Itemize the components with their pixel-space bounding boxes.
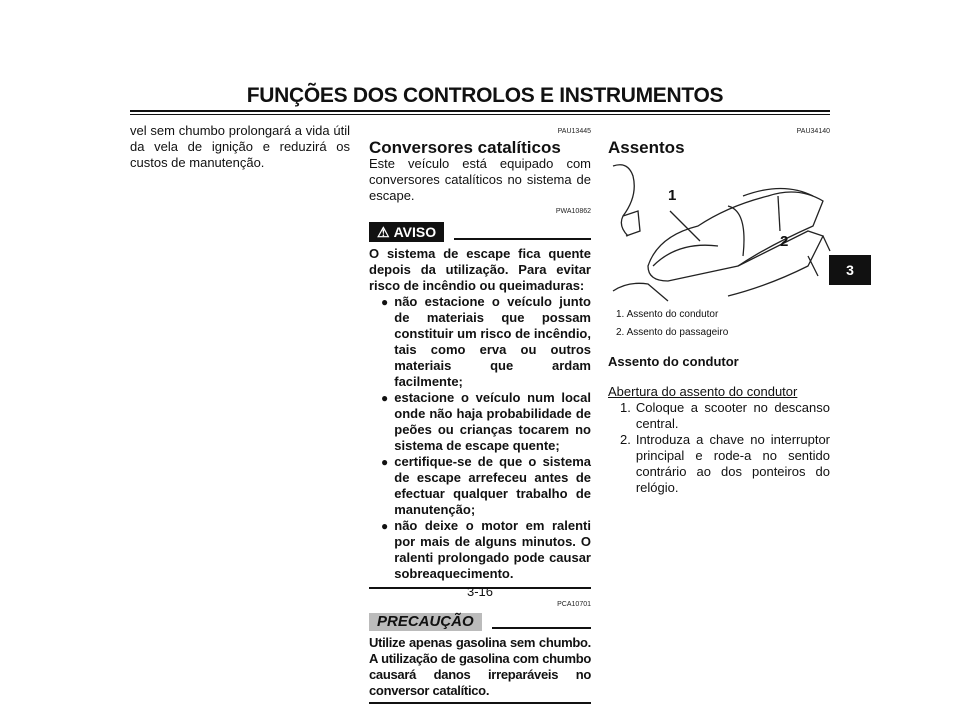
section-heading: Assentos xyxy=(608,138,685,157)
step-text: Coloque a scooter no descanso central. xyxy=(635,400,830,431)
bullet-item xyxy=(381,390,591,454)
legend-item: 2. Assento do passageiro xyxy=(616,327,729,338)
bullet-text: certifique-se de que o sistema de escape arrefeceu antes de efectuar qualquer trabalho de manutenção; xyxy=(394,454,591,517)
warning-code: PWA10862 xyxy=(555,208,591,215)
subheading: Assento do condutor xyxy=(608,354,739,369)
header-rule xyxy=(130,110,830,112)
bullet-item xyxy=(381,518,591,582)
left-column xyxy=(130,123,350,171)
section-code: PAU34140 xyxy=(796,128,830,135)
warning-rule xyxy=(454,238,591,240)
warning-badge xyxy=(369,222,444,242)
bullet-icon: ● xyxy=(381,295,389,309)
legend-item: 1. Assento do condutor xyxy=(616,309,719,320)
bullet-text: não estacione o veículo junto de materiais que possam constituir um risco de incêndio, tais como erva ou outros materiais que ardam facilmente; xyxy=(394,294,591,389)
caution-code: PCA10701 xyxy=(557,601,591,608)
caution-rule xyxy=(492,627,591,629)
bullet-item xyxy=(381,454,591,518)
procedure-title: Abertura do assento do condutor xyxy=(608,384,798,399)
callout-2: 2 xyxy=(780,233,789,250)
step-item xyxy=(620,432,830,496)
warning-text: O sistema de escape fica quente depois da utilização. Para evitar risco de incêndio ou queimaduras: xyxy=(369,246,591,293)
bullet-item xyxy=(381,294,591,390)
scooter-seat-drawing xyxy=(608,156,830,306)
bullet-icon: ● xyxy=(381,391,389,405)
middle-column xyxy=(369,124,591,704)
header-rule-thin xyxy=(130,114,830,115)
bullet-text: estacione o veículo num local onde não haja probabilidade de peões ou crianças tocarem no sistema de escape quente; xyxy=(394,390,591,453)
section-code: PAU13445 xyxy=(557,128,591,135)
right-column xyxy=(608,124,830,496)
step-text: Introduza a chave no interruptor principal e rode-a no sentido contrário ao dos ponteiros do relógio. xyxy=(635,432,830,495)
caution-text: Utilize apenas gasolina sem chumbo. A utilização de gasolina com chumbo causará danos irreparáveis no conversor catalítico. xyxy=(369,635,591,698)
seat-illustration xyxy=(608,156,830,306)
warning-label: AVISO xyxy=(393,224,437,240)
step-number: 1. xyxy=(620,400,631,415)
page-number: 3-16 xyxy=(466,584,494,599)
bullet-icon: ● xyxy=(381,519,389,533)
bullet-icon: ● xyxy=(381,455,389,469)
section-heading: Conversores catalíticos xyxy=(369,138,561,157)
continued-text: vel sem chumbo prolongará a vida útil da vela de ignição e reduzirá os custos de manutenção. xyxy=(130,123,350,170)
page-title: FUNÇÕES DOS CONTROLOS E INSTRUMENTOS xyxy=(246,84,724,107)
figure-legend xyxy=(616,306,830,342)
warning-triangle-icon: ⚠ xyxy=(377,224,390,240)
callout-1: 1 xyxy=(668,187,677,204)
step-number: 2. xyxy=(620,432,631,447)
caution-badge: PRECAUÇÃO xyxy=(369,613,482,631)
bullet-text: não deixe o motor em ralenti por mais de alguns minutos. O ralenti prolongado pode causar sobreaquecimento. xyxy=(394,518,591,581)
intro-text: Este veículo está equipado com conversores catalíticos no sistema de escape. xyxy=(369,156,591,203)
step-item xyxy=(620,400,830,432)
chapter-tab[interactable]: 3 xyxy=(829,255,871,285)
